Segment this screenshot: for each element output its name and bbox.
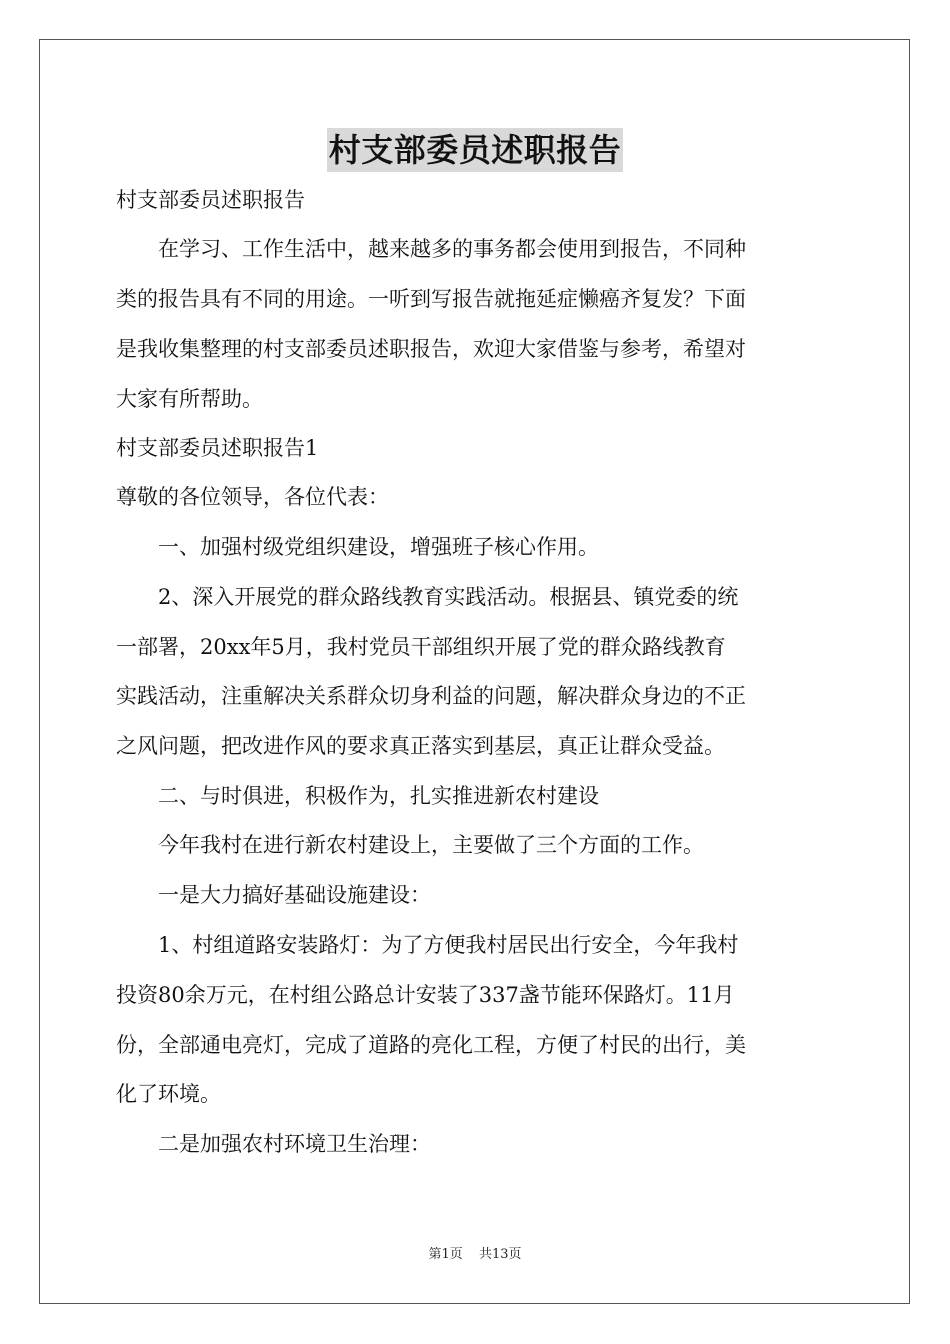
page-number: 第1页: [428, 1247, 463, 1262]
text-line: 一、加强村级党组织建设，增强班子核心作用。: [116, 535, 599, 559]
text-line: 二、与时俱进，积极作为，扎实推进新农村建设: [116, 784, 599, 808]
text-line: 1、村组道路安装路灯：为了方便我村居民出行安全，今年我村: [116, 933, 739, 957]
page-footer: [0, 1246, 950, 1264]
document-title: 村支部委员述职报告: [327, 128, 624, 172]
salutation-line: 尊敬的各位领导，各位代表：: [116, 485, 389, 509]
text-line: 2、深入开展党的群众路线教育实践活动。根据县、镇党委的统: [116, 585, 739, 609]
subtitle-line: 村支部委员述职报告: [116, 188, 305, 212]
text-line: 实践活动，注重解决关系群众切身利益的问题，解决群众身边的不正: [116, 684, 746, 708]
text-line: 类的报告具有不同的用途。一听到写报告就拖延症懒癌齐复发？下面: [116, 287, 746, 311]
text-line: 一部署，20xx年5月，我村党员干部组织开展了党的群众路线教育: [116, 635, 726, 659]
text-line: 投资80余万元，在村组公路总计安装了337盏节能环保路灯。11月: [116, 983, 735, 1007]
section-heading: 村支部委员述职报告1: [116, 436, 319, 460]
text-line: 今年我村在进行新农村建设上，主要做了三个方面的工作。: [116, 833, 704, 857]
text-line: 二是加强农村环境卫生治理：: [116, 1132, 431, 1156]
total-pages: 共13页: [478, 1247, 522, 1262]
page-frame: [39, 39, 910, 1304]
text-line: 大家有所帮助。: [116, 387, 263, 411]
text-line: 一是大力搞好基础设施建设：: [116, 883, 431, 907]
text-line: 化了环境。: [116, 1082, 221, 1106]
text-line: 之风问题，把改进作风的要求真正落实到基层，真正让群众受益。: [116, 734, 725, 758]
text-line: 份，全部通电亮灯，完成了道路的亮化工程，方便了村民的出行，美: [116, 1033, 746, 1057]
text-line: 在学习、工作生活中，越来越多的事务都会使用到报告，不同种: [116, 237, 746, 261]
title-container: [0, 128, 950, 172]
text-line: 是我收集整理的村支部委员述职报告，欢迎大家借鉴与参考，希望对: [116, 337, 746, 361]
